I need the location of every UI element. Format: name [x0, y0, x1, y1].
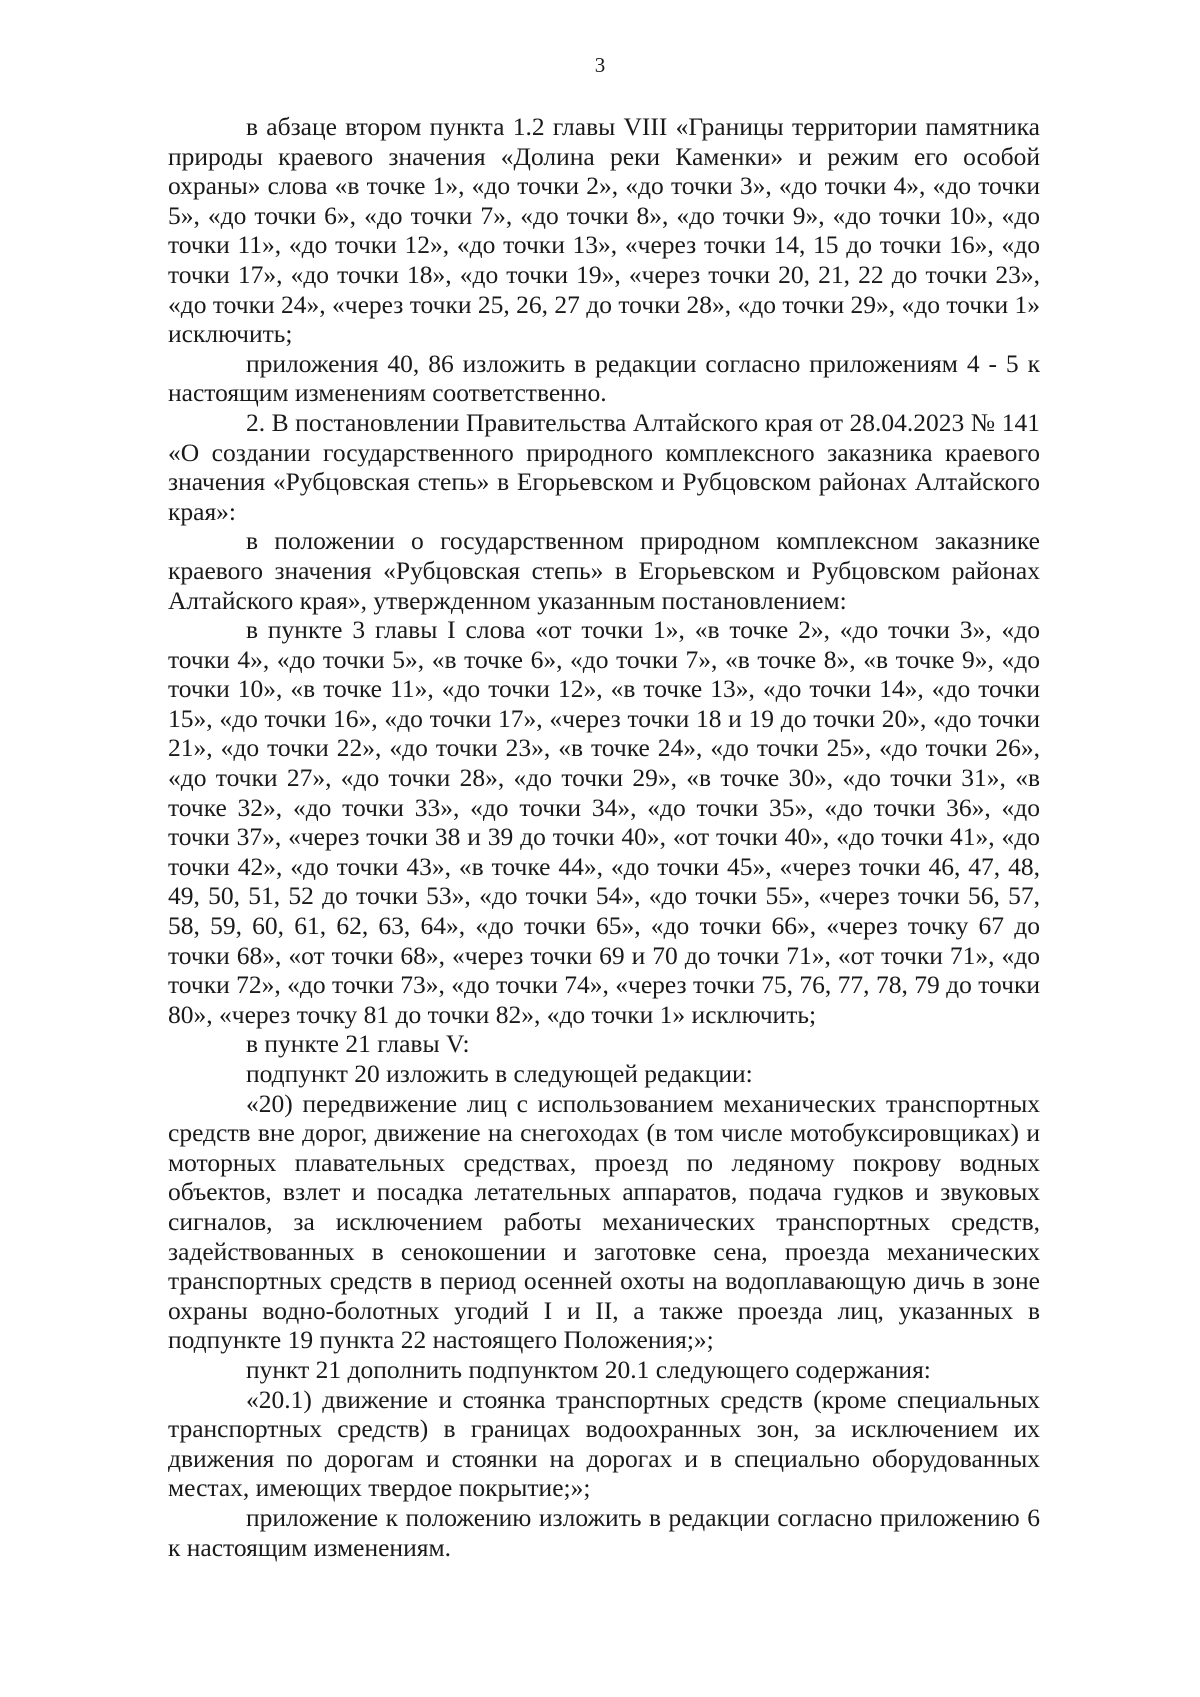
- paragraph-appendix-6: приложение к положению изложить в редакции согласно приложению 6 к настоящим изменениям.: [168, 1502, 1040, 1562]
- paragraph-regulation-reference: в положении о государственном природном комплексном заказнике краевого значения «Рубцовская степь» в Егорьевском и Рубцовском районах Алтайского края», утвержденном указанным постановлением:: [168, 526, 1040, 615]
- document-body: [168, 112, 1040, 1562]
- paragraph-subpoint-20-text: «20) передвижение лиц с использованием механических транспортных средств вне дорог, движение на снегоходах (в том числе мотобуксировщиках) и моторных плавательных средствах, проезд по ледяному покрову водных объектов, взлет и посадка летательных аппаратов, подача гудков и звуковых сигналов, за исключением работы механических транспортных средств, задействованных в сенокошении и заготовке сена, проезда механических транспортных средств в период осенней охоты на водоплавающую дичь в зоне охраны водно-болотных угодий I и II, а также проезда лиц, указанных в подпункте 19 пункта 22 настоящего Положения;»;: [168, 1088, 1040, 1355]
- paragraph-chapter-viii-amendment: в абзаце втором пункта 1.2 главы VIII «Границы территории памятника природы краевого значения «Долина реки Каменки» и режим его особой охраны» слова «в точке 1», «до точки 2», «до точки 3», «до точки 4», «до точки 5», «до точки 6», «до точки 7», «до точки 8», «до точки 9», «до точки 10», «до точки 11», «до точки 12», «до точки 13», «через точки 14, 15 до точки 16», «до точки 17», «до точки 18», «до точки 19», «через точки 20, 21, 22 до точки 23», «до точки 24», «через точки 25, 26, 27 до точки 28», «до точки 29», «до точки 1» исключить;: [168, 112, 1040, 349]
- paragraph-resolution-141: 2. В постановлении Правительства Алтайского края от 28.04.2023 № 141 «О создании государственного природного комплексного заказника краевого значения «Рубцовская степь» в Егорьевском и Рубцовском районах Алтайского края»:: [168, 407, 1040, 526]
- paragraph-subpoint-20-intro: подпункт 20 изложить в следующей редакции:: [246, 1059, 753, 1088]
- paragraph-appendices-40-86: приложения 40, 86 изложить в редакции согласно приложениям 4 - 5 к настоящим изменениям соответственно.: [168, 348, 1040, 408]
- page-number: 3: [594, 53, 606, 77]
- paragraph-point-21-chapter-v: в пункте 21 главы V:: [246, 1029, 470, 1059]
- paragraph-subpoint-20-1-text: «20.1) движение и стоянка транспортных средств (кроме специальных транспортных средств) в границах водоохранных зон, за исключением их движения по дорогам и стоянки на дорогах и в специально оборудованных местах, имеющих твердое покрытие;»;: [168, 1384, 1040, 1503]
- paragraph-point-3-chapter-i: в пункте 3 главы I слова «от точки 1», «в точке 2», «до точки 3», «до точки 4», «до точки 5», «в точке 6», «до точки 7», «в точке 8», «в точке 9», «до точки 10», «в точке 11», «до точки 12», «в точке 13», «до точки 14», «до точки 15», «до точки 16», «до точки 17», «через точки 18 и 19 до точки 20», «до точки 21», «до точки 22», «до точки 23», «в точке 24», «до точки 25», «до точки 26», «до точки 27», «до точки 28», «до точки 29», «в точке 30», «до точки 31», «в точке 32», «до точки 33», «до точки 34», «до точки 35», «до точки 36», «до точки 37», «через точки 38 и 39 до точки 40», «от точки 40», «до точки 41», «до точки 42», «до точки 43», «в точке 44», «до точки 45», «через точки 46, 47, 48, 49, 50, 51, 52 до точки 53», «до точки 54», «до точки 55», «через точки 56, 57, 58, 59, 60, 61, 62, 63, 64», «до точки 65», «до точки 66», «через точку 67 до точки 68», «от точки 68», «через точки 69 и 70 до точки 71», «от точки 71», «до точки 72», «до точки 73», «до точки 74», «через точки 75, 76, 77, 78, 79 до точки 80», «через точку 81 до точки 82», «до точки 1» исключить;: [168, 615, 1040, 1029]
- paragraph-subpoint-20-1-intro: пункт 21 дополнить подпунктом 20.1 следующего содержания:: [246, 1354, 931, 1384]
